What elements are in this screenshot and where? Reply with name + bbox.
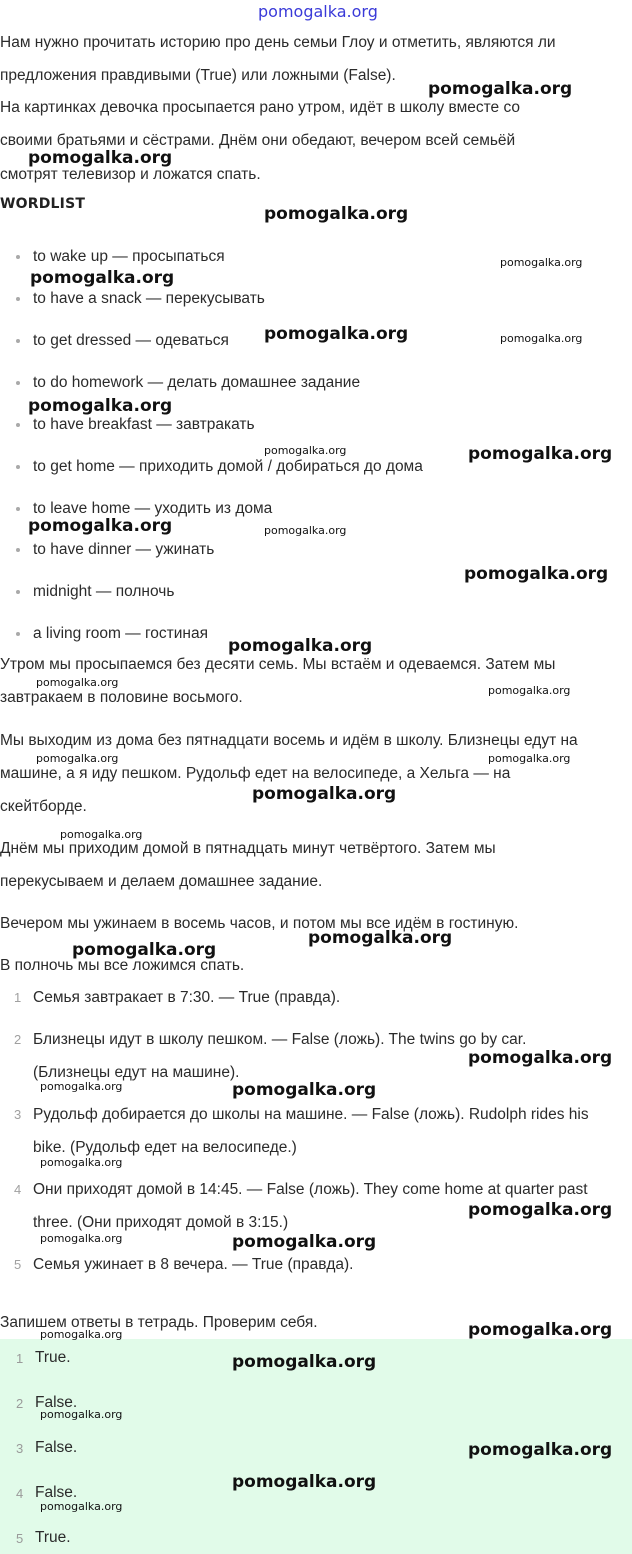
answer-text: False. <box>35 1394 78 1411</box>
watermark: pomogalka.org <box>468 1320 613 1340</box>
watermark: pomogalka.org <box>28 396 173 416</box>
question-text: (Близнецы едут на машине). <box>33 1064 240 1081</box>
story-line: Вечером мы ужинаем в восемь часов, и потом мы все идём в гостиную. <box>0 915 519 932</box>
watermark: pomogalka.org <box>468 1048 613 1068</box>
bullet-icon <box>16 255 20 259</box>
intro-line: смотрят телевизор и ложатся спать. <box>0 166 261 183</box>
watermark: pomogalka.org <box>40 1156 123 1169</box>
story-line: Утром мы просыпаемся без десяти семь. Мы встаём и одеваемся. Затем мы <box>0 656 556 673</box>
watermark: pomogalka.org <box>428 79 573 99</box>
list-number: 2 <box>14 1032 22 1047</box>
intro-line: На картинках девочка просыпается рано утром, идёт в школу вместе со <box>0 99 521 116</box>
watermark: pomogalka.org <box>232 1352 377 1372</box>
list-number: 3 <box>16 1441 24 1456</box>
watermark: pomogalka.org <box>264 524 347 537</box>
question-text: three. (Они приходят домой в 3:15.) <box>33 1214 289 1231</box>
watermark: pomogalka.org <box>488 684 571 697</box>
question-text: Они приходят домой в 14:45. — False (ложь). They come home at quarter past <box>33 1181 588 1198</box>
list-number: 3 <box>14 1107 22 1122</box>
bullet-icon <box>16 590 20 594</box>
watermark: pomogalka.org <box>500 256 583 269</box>
watermark: pomogalka.org <box>308 928 453 948</box>
watermark: pomogalka.org <box>264 444 347 457</box>
question-text: Рудольф добирается до школы на машине. — False (ложь). Rudolph rides his <box>33 1106 589 1123</box>
bullet-icon <box>16 507 20 511</box>
watermark: pomogalka.org <box>252 784 397 804</box>
bullet-icon <box>16 297 20 301</box>
watermark: pomogalka.org <box>468 1200 613 1220</box>
watermark: pomogalka.org <box>468 444 613 464</box>
watermark: pomogalka.org <box>60 828 143 841</box>
intro-line: предложения правдивыми (True) или ложными (False). <box>0 67 396 84</box>
watermark: pomogalka.org <box>40 1328 123 1341</box>
question-text: Семья завтракает в 7:30. — True (правда). <box>33 989 341 1006</box>
story-line: Мы выходим из дома без пятнадцати восемь и идём в школу. Близнецы едут на <box>0 732 578 749</box>
answer-text: False. <box>35 1439 78 1456</box>
bullet-icon <box>16 465 20 469</box>
intro-line: своими братьями и сёстрами. Днём они обедают, вечером всей семьёй <box>0 132 516 149</box>
list-number: 5 <box>14 1257 22 1272</box>
watermark: pomogalka.org <box>28 516 173 536</box>
watermark: pomogalka.org <box>232 1080 377 1100</box>
bullet-icon <box>16 339 20 343</box>
watermark: pomogalka.org <box>40 1408 123 1421</box>
list-number: 2 <box>16 1396 24 1411</box>
bullet-icon <box>16 632 20 636</box>
bullet-icon <box>16 548 20 552</box>
watermark: pomogalka.org <box>232 1232 377 1252</box>
story-line: Днём мы приходим домой в пятнадцать минут четвёртого. Затем мы <box>0 840 496 857</box>
watermark: pomogalka.org <box>28 148 173 168</box>
watermark: pomogalka.org <box>264 204 409 224</box>
watermark: pomogalka.org <box>30 268 175 288</box>
intro-line: Нам нужно прочитать историю про день семьи Глоу и отметить, являются ли <box>0 34 556 51</box>
watermark: pomogalka.org <box>228 636 373 656</box>
watermark: pomogalka.org <box>232 1472 377 1492</box>
story-line: завтракаем в половине восьмого. <box>0 689 243 706</box>
bullet-icon <box>16 423 20 427</box>
question-text: bike. (Рудольф едет на велосипеде.) <box>33 1139 297 1156</box>
answers-intro: Запишем ответы в тетрадь. Проверим себя. <box>0 1314 318 1331</box>
watermark: pomogalka.org <box>36 752 119 765</box>
watermark: pomogalka.org <box>36 676 119 689</box>
answer-text: True. <box>35 1529 71 1546</box>
site-logo[interactable]: pomogalka.org <box>258 2 378 21</box>
story-line: машине, а я иду пешком. Рудольф едет на велосипеде, а Хельга — на <box>0 765 511 782</box>
list-number: 4 <box>14 1182 22 1197</box>
watermark: pomogalka.org <box>468 1440 613 1460</box>
watermark: pomogalka.org <box>500 332 583 345</box>
list-number: 4 <box>16 1486 24 1501</box>
list-number: 1 <box>16 1351 24 1366</box>
wordlist-heading: WORDLIST <box>0 196 86 212</box>
bullet-icon <box>16 381 20 385</box>
watermark: pomogalka.org <box>40 1080 123 1093</box>
watermark: pomogalka.org <box>264 324 409 344</box>
question-text: Семья ужинает в 8 вечера. — True (правда). <box>33 1256 354 1273</box>
question-text: Близнецы идут в школу пешком. — False (ложь). The twins go by car. <box>33 1031 527 1048</box>
answer-text: True. <box>35 1349 71 1366</box>
watermark: pomogalka.org <box>40 1232 123 1245</box>
watermark: pomogalka.org <box>488 752 571 765</box>
answer-text: False. <box>35 1484 78 1501</box>
list-number: 1 <box>14 990 22 1005</box>
story-line: скейтборде. <box>0 798 87 815</box>
list-number: 5 <box>16 1531 24 1546</box>
watermark: pomogalka.org <box>40 1500 123 1513</box>
watermark: pomogalka.org <box>72 940 217 960</box>
watermark: pomogalka.org <box>464 564 609 584</box>
story-line: перекусываем и делаем домашнее задание. <box>0 873 323 890</box>
story-line: В полночь мы все ложимся спать. <box>0 957 245 974</box>
